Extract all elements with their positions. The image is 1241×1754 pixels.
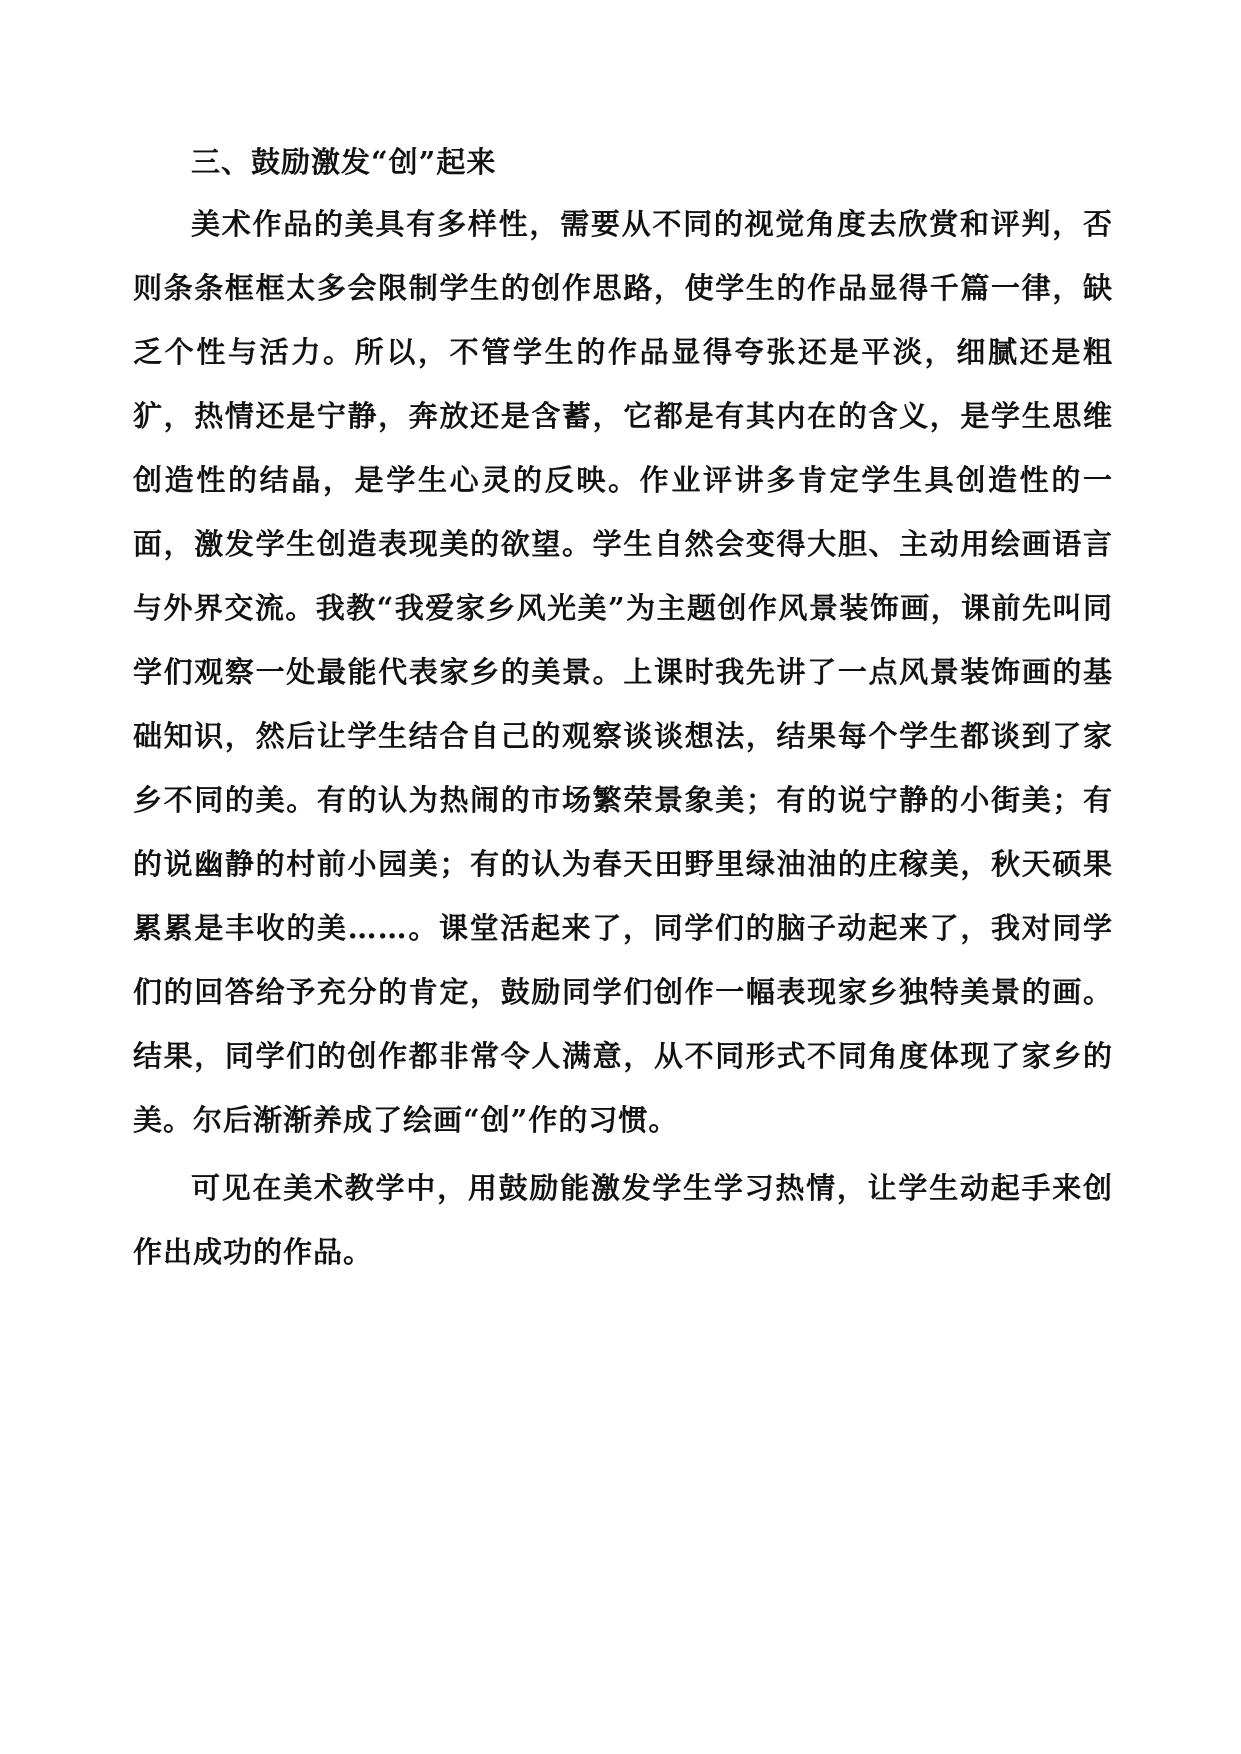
body-paragraph: 美术作品的美具有多样性，需要从不同的视觉角度去欣赏和评判，否则条条框框太多会限制学生的创作思路，使学生的作品显得千篇一律，缺乏个性与活力。所以，不管学生的作品显得夸张还是平淡，细腻还是粗犷，热情还是宁静，奔放还是含蓄，它都是有其内在的含义，是学生思维创造性的结晶，是学生心灵的反映。作业评讲多肯定学生具创造性的一面，激发学生创造表现美的欲望。学生自然会变得大胆、主动用绘画语言与外界交流。我教“我爱家乡风光美”为主题创作风景装饰画，课前先叫同学们观察一处最能代表家乡的美景。上课时我先讲了一点风景装饰画的基础知识，然后让学生结合自己的观察谈谈想法，结果每个学生都谈到了家乡不同的美。有的认为热闹的市场繁荣景象美；有的说宁静的小街美；有的说幽静的村前小园美；有的认为春天田野里绿油油的庄稼美，秋天硕果累累是丰收的美……。课堂活起来了，同学们的脑子动起来了，我对同学们的回答给予充分的肯定，鼓励同学们创作一幅表现家乡独特美景的画。结果，同学们的创作都非常令人满意，从不同形式不同角度体现了家乡的美。尔后渐渐养成了绘画“创”作的习惯。 [133,207,1113,1137]
conclusion-paragraph: 可见在美术教学中，用鼓励能激发学生学习热情，让学生动起手来创作出成功的作品。 [133,1171,1113,1269]
document-page [133,132,1113,1284]
section-heading: 三、鼓励激发“创”起来 [191,145,497,179]
